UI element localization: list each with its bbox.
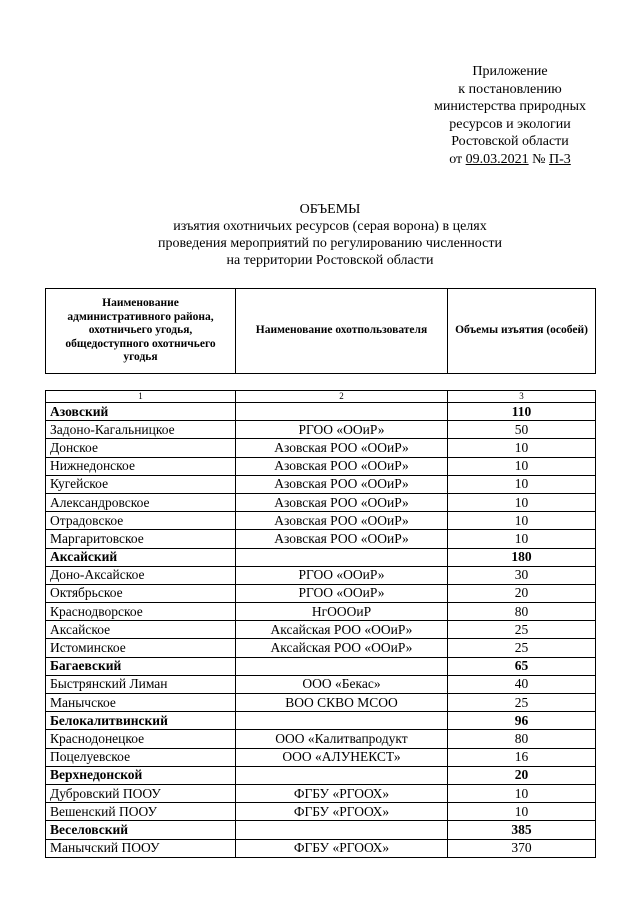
table-row bbox=[46, 475, 596, 493]
cell-volume: 80 bbox=[448, 603, 596, 621]
district-row bbox=[46, 548, 596, 566]
cell-volume: 10 bbox=[448, 784, 596, 802]
cell-volume: 10 bbox=[448, 439, 596, 457]
cell-user bbox=[236, 821, 448, 839]
number-prefix: № bbox=[532, 151, 546, 167]
cell-volume: 385 bbox=[448, 821, 596, 839]
cell-user: ФГБУ «РГООХ» bbox=[236, 803, 448, 821]
table-row bbox=[46, 839, 596, 857]
table-row bbox=[46, 621, 596, 639]
cell-name: Багаевский bbox=[46, 657, 236, 675]
cell-name: Маргаритовское bbox=[46, 530, 236, 548]
column-number: 1 bbox=[46, 391, 236, 403]
cell-volume: 65 bbox=[448, 657, 596, 675]
appendix-line: к постановлению bbox=[458, 81, 562, 97]
cell-name: Задоно-Кагальницкое bbox=[46, 421, 236, 439]
table-row bbox=[46, 639, 596, 657]
cell-name: Октябрьское bbox=[46, 584, 236, 602]
table-row bbox=[46, 566, 596, 584]
decree-number: П-3 bbox=[549, 151, 571, 167]
table-header bbox=[45, 288, 596, 374]
cell-volume: 16 bbox=[448, 748, 596, 766]
column-number: 2 bbox=[236, 391, 448, 403]
district-row bbox=[46, 766, 596, 784]
cell-user bbox=[236, 657, 448, 675]
volumes-table bbox=[45, 390, 596, 858]
appendix-line: министерства природных bbox=[434, 99, 586, 114]
cell-volume: 50 bbox=[448, 421, 596, 439]
table-row bbox=[46, 512, 596, 530]
cell-user bbox=[236, 548, 448, 566]
cell-user: Азовская РОО «ООиР» bbox=[236, 530, 448, 548]
cell-name: Веселовский bbox=[46, 821, 236, 839]
table-row bbox=[46, 730, 596, 748]
cell-user: ООО «АЛУНЕКСТ» bbox=[236, 748, 448, 766]
cell-name: Доно-Аксайское bbox=[46, 566, 236, 584]
cell-name: Дубровский ПООУ bbox=[46, 784, 236, 802]
appendix-date-line bbox=[400, 151, 620, 169]
table-row bbox=[46, 457, 596, 475]
appendix-line: Приложение bbox=[472, 64, 548, 79]
cell-user: Азовская РОО «ООиР» bbox=[236, 512, 448, 530]
cell-volume: 20 bbox=[448, 766, 596, 784]
decree-date: 09.03.2021 bbox=[465, 151, 529, 167]
column-number-row bbox=[46, 391, 596, 403]
cell-volume: 180 bbox=[448, 548, 596, 566]
cell-volume: 25 bbox=[448, 639, 596, 657]
district-row bbox=[46, 821, 596, 839]
cell-volume: 25 bbox=[448, 621, 596, 639]
cell-name: Верхнедонской bbox=[46, 766, 236, 784]
cell-user: РГОО «ООиР» bbox=[236, 566, 448, 584]
cell-name: Нижнедонское bbox=[46, 457, 236, 475]
table-row bbox=[46, 439, 596, 457]
cell-user: ООО «Бекас» bbox=[236, 675, 448, 693]
document-title bbox=[80, 201, 580, 269]
cell-user: ФГБУ «РГООХ» bbox=[236, 784, 448, 802]
cell-name: Кугейское bbox=[46, 475, 236, 493]
cell-volume: 10 bbox=[448, 493, 596, 511]
cell-user: Азовская РОО «ООиР» bbox=[236, 457, 448, 475]
title-line: проведения мероприятий по регулированию численности bbox=[158, 236, 502, 251]
cell-volume: 110 bbox=[448, 403, 596, 421]
cell-user: РГОО «ООиР» bbox=[236, 421, 448, 439]
cell-name: Аксайский bbox=[46, 548, 236, 566]
cell-name: Александровское bbox=[46, 493, 236, 511]
appendix-line: ресурсов и экологии bbox=[449, 116, 571, 132]
cell-user: ФГБУ «РГООХ» bbox=[236, 839, 448, 857]
title-heading: ОБЪЕМЫ bbox=[299, 202, 361, 217]
cell-volume: 40 bbox=[448, 675, 596, 693]
table-row bbox=[46, 748, 596, 766]
header-user: Наименование охотпользователя bbox=[236, 289, 448, 374]
cell-user bbox=[236, 766, 448, 784]
cell-name: Отрадовское bbox=[46, 512, 236, 530]
cell-volume: 96 bbox=[448, 712, 596, 730]
appendix-block bbox=[400, 63, 620, 168]
cell-volume: 20 bbox=[448, 584, 596, 602]
district-row bbox=[46, 657, 596, 675]
table-row bbox=[46, 694, 596, 712]
column-number: 3 bbox=[448, 391, 596, 403]
table-row bbox=[46, 784, 596, 802]
cell-volume: 10 bbox=[448, 530, 596, 548]
cell-user bbox=[236, 712, 448, 730]
cell-volume: 10 bbox=[448, 803, 596, 821]
cell-volume: 10 bbox=[448, 512, 596, 530]
title-line: изъятия охотничьих ресурсов (серая ворона) в целях bbox=[173, 219, 487, 234]
appendix-line: Ростовской области bbox=[451, 134, 569, 149]
cell-user: РГОО «ООиР» bbox=[236, 584, 448, 602]
table-row bbox=[46, 530, 596, 548]
cell-user: Аксайская РОО «ООиР» bbox=[236, 639, 448, 657]
cell-user: ООО «Калитвапродукт bbox=[236, 730, 448, 748]
cell-user bbox=[236, 403, 448, 421]
cell-name: Белокалитвинский bbox=[46, 712, 236, 730]
cell-name: Манычское bbox=[46, 694, 236, 712]
cell-user: НгОООиР bbox=[236, 603, 448, 621]
cell-name: Вешенский ПООУ bbox=[46, 803, 236, 821]
cell-user: Азовская РОО «ООиР» bbox=[236, 493, 448, 511]
district-row bbox=[46, 403, 596, 421]
cell-volume: 10 bbox=[448, 475, 596, 493]
cell-user: ВОО СКВО МСОО bbox=[236, 694, 448, 712]
cell-name: Краснодворское bbox=[46, 603, 236, 621]
header-district: Наименование административного района, охотничьего угодья, общедоступного охотничьего угодья bbox=[46, 289, 236, 374]
cell-user: Аксайская РОО «ООиР» bbox=[236, 621, 448, 639]
table-row bbox=[46, 493, 596, 511]
table-row bbox=[46, 584, 596, 602]
cell-volume: 25 bbox=[448, 694, 596, 712]
cell-volume: 370 bbox=[448, 839, 596, 857]
cell-volume: 10 bbox=[448, 457, 596, 475]
district-row bbox=[46, 712, 596, 730]
cell-name: Донское bbox=[46, 439, 236, 457]
cell-name: Манычский ПООУ bbox=[46, 839, 236, 857]
cell-name: Поцелуевское bbox=[46, 748, 236, 766]
cell-name: Аксайское bbox=[46, 621, 236, 639]
cell-volume: 80 bbox=[448, 730, 596, 748]
cell-name: Азовский bbox=[46, 403, 236, 421]
title-line: на территории Ростовской области bbox=[226, 253, 434, 268]
date-prefix: от bbox=[449, 151, 463, 167]
cell-user: Азовская РОО «ООиР» bbox=[236, 475, 448, 493]
cell-name: Краснодонецкое bbox=[46, 730, 236, 748]
table-row bbox=[46, 675, 596, 693]
cell-user: Азовская РОО «ООиР» bbox=[236, 439, 448, 457]
table-row bbox=[46, 603, 596, 621]
cell-name: Истоминское bbox=[46, 639, 236, 657]
table-row bbox=[46, 421, 596, 439]
table-row bbox=[46, 803, 596, 821]
cell-volume: 30 bbox=[448, 566, 596, 584]
cell-name: Быстрянский Лиман bbox=[46, 675, 236, 693]
header-volume: Объемы изъятия (особей) bbox=[448, 289, 596, 374]
